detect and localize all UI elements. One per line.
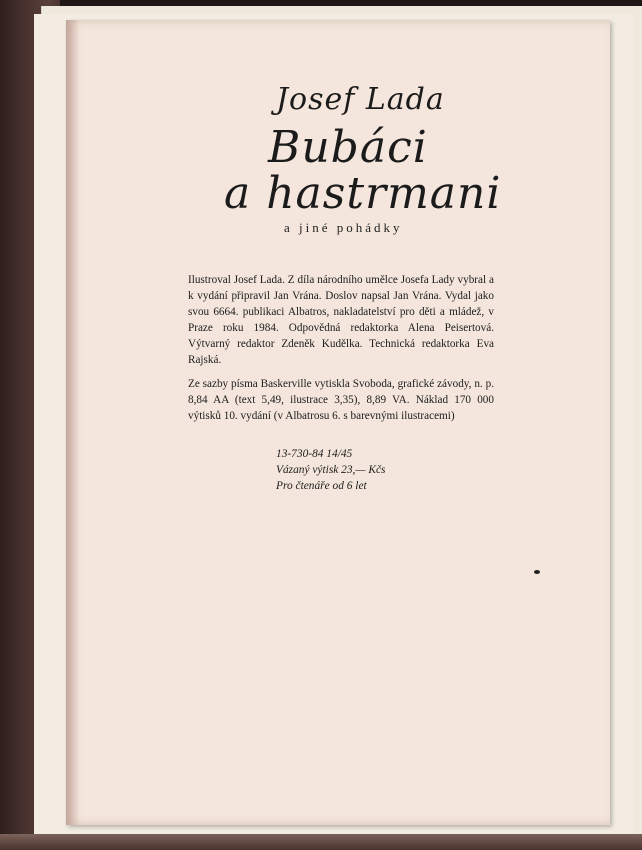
book-title-line2: a hastrmani (224, 168, 502, 219)
page-gutter-shadow (66, 20, 80, 825)
imprint-paragraph-credits: Ilustroval Josef Lada. Z díla národního umělce Josefa Lady vybral a k vydání připravil Jan Vrána. Doslov napsal Jan Vrána. Vydal jako svou 6664. publikaci Albatros, nakladatelství pro děti a mládež, v Praze roku 1984. Odpovědná redaktorka Alena Peisertová. Výtvarný redaktor Zdeněk Kudělka. Technická redaktorka Eva Rajská. (188, 274, 494, 366)
book-subtitle: a jiné pohádky (284, 220, 403, 235)
price-line: Vázaný výtisk 23,— Kčs (276, 464, 386, 476)
pricing-block (276, 446, 476, 494)
ink-speck (534, 570, 540, 574)
title-page (66, 20, 610, 825)
book-case-bottom (0, 834, 642, 850)
author-name: Josef Lada (276, 82, 445, 117)
imprint-printing (188, 376, 494, 424)
imprint-credits (188, 272, 494, 368)
age-recommendation: Pro čtenáře od 6 let (276, 480, 367, 492)
catalog-code: 13-730-84 14/45 (276, 448, 353, 460)
imprint-paragraph-printing: Ze sazby písma Baskerville vytiskla Svoboda, grafické závody, n. p. 8,84 AA (text 5,49, ilustrace 3,35), 8,89 VA. Náklad 170 000 výtisků 10. vydání (v Albatrosu 6. s barevnými ilustracemi) (188, 378, 494, 422)
book-title-line1: Bubáci (268, 122, 428, 173)
